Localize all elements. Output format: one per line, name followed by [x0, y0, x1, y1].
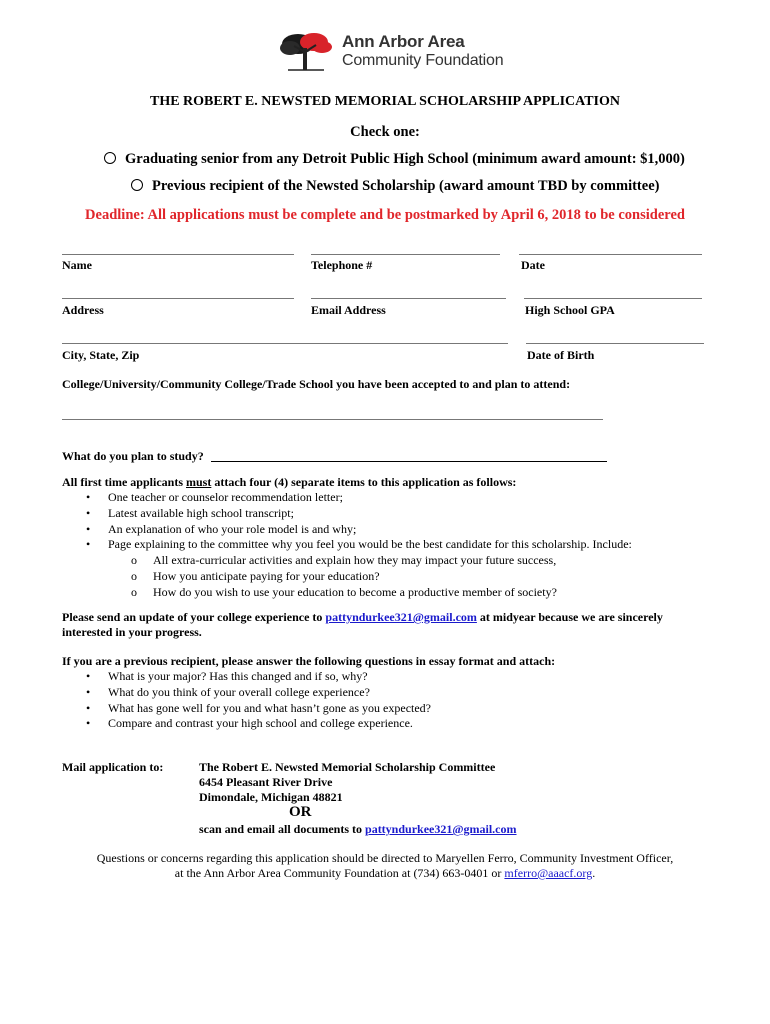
- option-graduating-senior[interactable]: [104, 151, 685, 168]
- update-paragraph-line2: interested in your progress.: [62, 625, 202, 639]
- previous-recipient-intro: If you are a previous recipient, please answer the following questions in essay format and attach:: [62, 654, 556, 668]
- address-label: Address: [62, 303, 104, 317]
- address-field-line[interactable]: [62, 298, 294, 299]
- mail-address-line2: 6454 Pleasant River Drive: [199, 775, 333, 789]
- mail-address-line1: The Robert E. Newsted Memorial Scholarship Committee: [199, 760, 496, 774]
- dob-field-line[interactable]: [526, 343, 704, 344]
- radio-button-icon[interactable]: [131, 179, 143, 191]
- tree-logo-icon: [278, 30, 336, 72]
- study-field-line[interactable]: [211, 461, 607, 462]
- scan-email-line: scan and email all documents to pattyndurkee321@gmail.com: [199, 822, 517, 836]
- foundation-logo: [278, 28, 518, 72]
- update-email-link[interactable]: pattyndurkee321@gmail.com: [325, 610, 477, 624]
- gpa-field-line[interactable]: [524, 298, 702, 299]
- gpa-label: High School GPA: [525, 303, 615, 317]
- attach-intro: All first time applicants must attach four (4) separate items to this application as follows:: [62, 475, 517, 489]
- check-one-heading: Check one:: [350, 124, 420, 140]
- option-label: Previous recipient of the Newsted Scholarship (award amount TBD by committee): [152, 178, 660, 194]
- contact-footer-line1: Questions or concerns regarding this application should be directed to Maryellen Ferro, Community Investment Officer,: [96, 851, 674, 865]
- college-label: College/University/Community College/Trade School you have been accepted to and plan to attend:: [62, 377, 571, 391]
- college-field-line[interactable]: [62, 419, 603, 420]
- option-previous-recipient[interactable]: [131, 178, 659, 195]
- email-field-line[interactable]: [311, 298, 506, 299]
- must-emphasis: must: [186, 475, 212, 489]
- date-label: Date: [521, 258, 545, 272]
- logo-name-line2: Community Foundation: [342, 52, 504, 69]
- contact-email-link[interactable]: mferro@aaacf.org: [504, 866, 593, 880]
- city-field-line[interactable]: [62, 343, 508, 344]
- name-field-line[interactable]: [62, 254, 294, 255]
- date-field-line[interactable]: [519, 254, 702, 255]
- study-label: What do you plan to study?: [62, 449, 204, 463]
- name-label: Name: [62, 258, 92, 272]
- document-title: THE ROBERT E. NEWSTED MEMORIAL SCHOLARSHIP APPLICATION: [149, 94, 621, 109]
- email-label: Email Address: [311, 303, 386, 317]
- logo-name-line1: Ann Arbor Area: [342, 32, 465, 51]
- telephone-field-line[interactable]: [311, 254, 500, 255]
- city-label: City, State, Zip: [62, 348, 140, 362]
- deadline-notice: Deadline: All applications must be complete and be postmarked by April 6, 2018 to be considered: [85, 207, 685, 223]
- radio-button-icon[interactable]: [104, 152, 116, 164]
- option-label: Graduating senior from any Detroit Public High School (minimum award amount: $1,000): [125, 151, 685, 167]
- contact-footer-line2: at the Ann Arbor Area Community Foundation at (734) 663-0401 or mferro@aaacf.org.: [174, 866, 596, 880]
- dob-label: Date of Birth: [527, 348, 595, 362]
- or-separator: OR: [289, 804, 312, 820]
- scan-email-link[interactable]: pattyndurkee321@gmail.com: [365, 822, 517, 836]
- update-paragraph: Please send an update of your college experience to pattyndurkee321@gmail.com at midyear because we are sincerely: [62, 610, 663, 624]
- mail-label: Mail application to:: [62, 760, 164, 774]
- telephone-label: Telephone #: [311, 258, 373, 272]
- mail-address-line3: Dimondale, Michigan 48821: [199, 790, 343, 804]
